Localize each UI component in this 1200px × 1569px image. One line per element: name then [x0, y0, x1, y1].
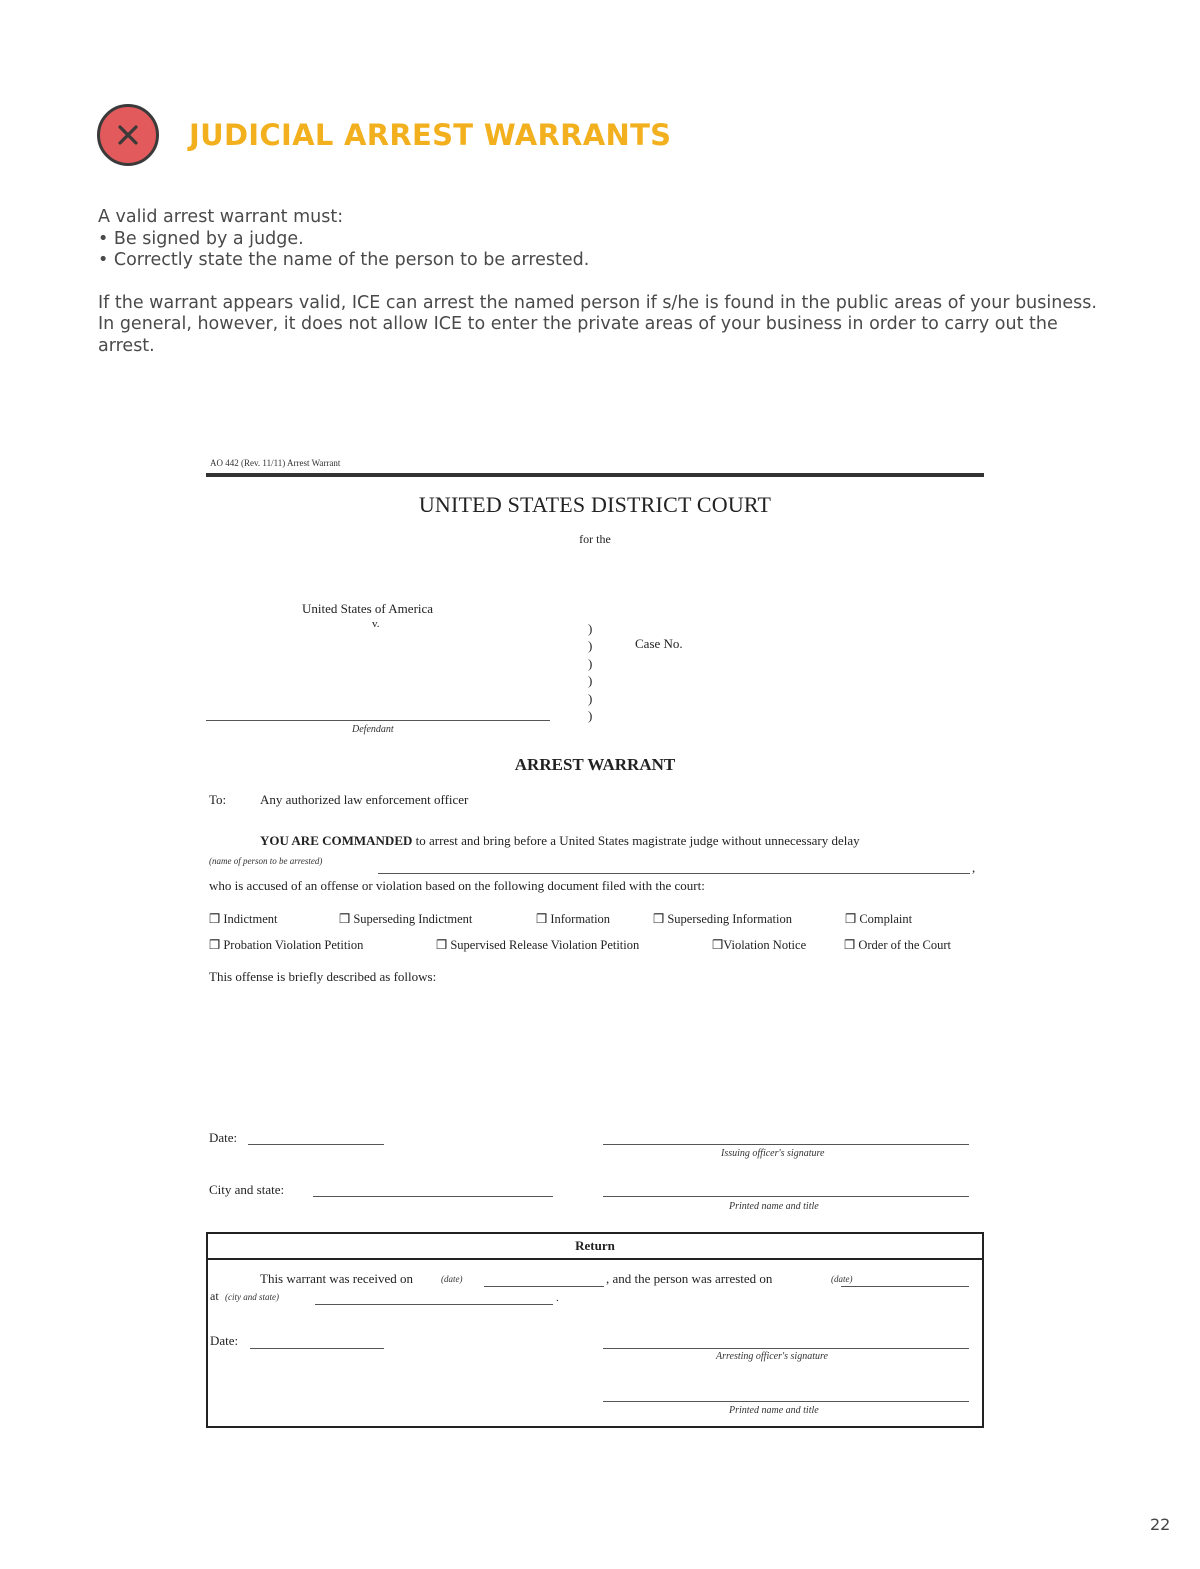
- bullet-item: • Correctly state the name of the person to be arrested.: [98, 250, 590, 270]
- form-code: AO 442 (Rev. 11/11) Arrest Warrant: [210, 458, 341, 468]
- return-title: Return: [208, 1234, 982, 1260]
- return-date-label: Date:: [210, 1333, 239, 1348]
- arrested-date-hint: (date): [831, 1274, 853, 1284]
- arresting-signature-label: Arresting officer's signature: [716, 1351, 828, 1362]
- intro-paragraph: If the warrant appears valid, ICE can arrest the named person if s/he is found in the public areas of your business. In general, however, it does not allow ICE to enter the private areas of your business in order to carry out the arrest.: [98, 292, 1097, 356]
- versus-label: v.: [372, 618, 380, 630]
- command-text: [260, 833, 860, 849]
- received-text: This warrant was received on: [260, 1271, 414, 1286]
- issuing-signature-label: Issuing officer's signature: [721, 1148, 825, 1159]
- person-label: (name of person to be arrested): [209, 856, 323, 866]
- date-label: Date:: [209, 1130, 238, 1145]
- page-header: [97, 104, 671, 166]
- printed-name-label: Printed name and title: [729, 1201, 819, 1212]
- top-rule: [206, 473, 984, 477]
- plaintiff-name: United States of America: [302, 601, 434, 616]
- intro-lead: A valid arrest warrant must:: [98, 207, 344, 227]
- checkbox-supervised-release[interactable]: ❒ Supervised Release Violation Petition: [436, 938, 640, 952]
- accused-text: who is accused of an offense or violation based on the following document filed with the court:: [209, 878, 705, 893]
- checkbox-indictment[interactable]: ❒ Indictment: [209, 912, 278, 926]
- to-label: To:: [209, 792, 227, 807]
- offense-label: This offense is briefly described as follows:: [209, 969, 437, 984]
- case-number-label: Case No.: [635, 636, 683, 651]
- checkbox-information[interactable]: ❒ Information: [536, 912, 611, 926]
- defendant-line: [206, 720, 550, 721]
- page-title: JUDICIAL ARREST WARRANTS: [189, 118, 672, 152]
- arresting-signature-line: [603, 1348, 969, 1349]
- arrested-text: , and the person was arrested on: [606, 1271, 773, 1286]
- city-hint: (city and state): [225, 1292, 279, 1302]
- court-name: UNITED STATES DISTRICT COURT: [418, 492, 772, 517]
- comma-mark: ,: [972, 860, 976, 875]
- received-date-hint: (date): [441, 1274, 463, 1284]
- bullet-item: • Be signed by a judge.: [98, 228, 304, 249]
- city-state-line: [313, 1196, 553, 1197]
- checkbox-superseding-information[interactable]: ❒ Superseding Information: [653, 912, 792, 926]
- date-line: [248, 1144, 384, 1145]
- return-period: .: [556, 1292, 559, 1304]
- return-printed-name-line: [603, 1401, 969, 1402]
- warrant-title: ARREST WARRANT: [514, 755, 676, 774]
- checkbox-superseding-indictment[interactable]: ❒ Superseding Indictment: [339, 912, 473, 926]
- at-label: at: [210, 1289, 219, 1303]
- person-name-line: [378, 873, 970, 874]
- close-x-icon: [97, 104, 159, 166]
- city-state-label: City and state:: [209, 1182, 285, 1197]
- received-date-line: [484, 1286, 604, 1287]
- arrested-date-line: [841, 1286, 969, 1287]
- intro-text: [98, 207, 1108, 357]
- parentheses-column: ) ) ) ) ) ): [588, 621, 593, 724]
- checkbox-complaint[interactable]: ❒ Complaint: [845, 912, 913, 926]
- return-box: [206, 1232, 984, 1428]
- to-value: Any authorized law enforcement officer: [260, 792, 469, 807]
- command-bold: YOU ARE COMMANDED: [260, 833, 413, 848]
- checkbox-probation-violation[interactable]: ❒ Probation Violation Petition: [209, 938, 364, 952]
- issuing-signature-line: [603, 1144, 969, 1145]
- checkbox-order-of-court[interactable]: ❒ Order of the Court: [844, 938, 952, 952]
- return-date-line: [250, 1348, 384, 1349]
- command-rest: to arrest and bring before a United States magistrate judge without unnecessary delay: [412, 833, 860, 848]
- for-the: for the: [579, 532, 611, 546]
- defendant-label: Defendant: [352, 724, 394, 735]
- page-number: 22: [1150, 1515, 1171, 1534]
- printed-name-line: [603, 1196, 969, 1197]
- return-printed-name-label: Printed name and title: [729, 1405, 819, 1416]
- return-city-line: [315, 1304, 553, 1305]
- checkbox-violation-notice[interactable]: ❒Violation Notice: [712, 938, 807, 952]
